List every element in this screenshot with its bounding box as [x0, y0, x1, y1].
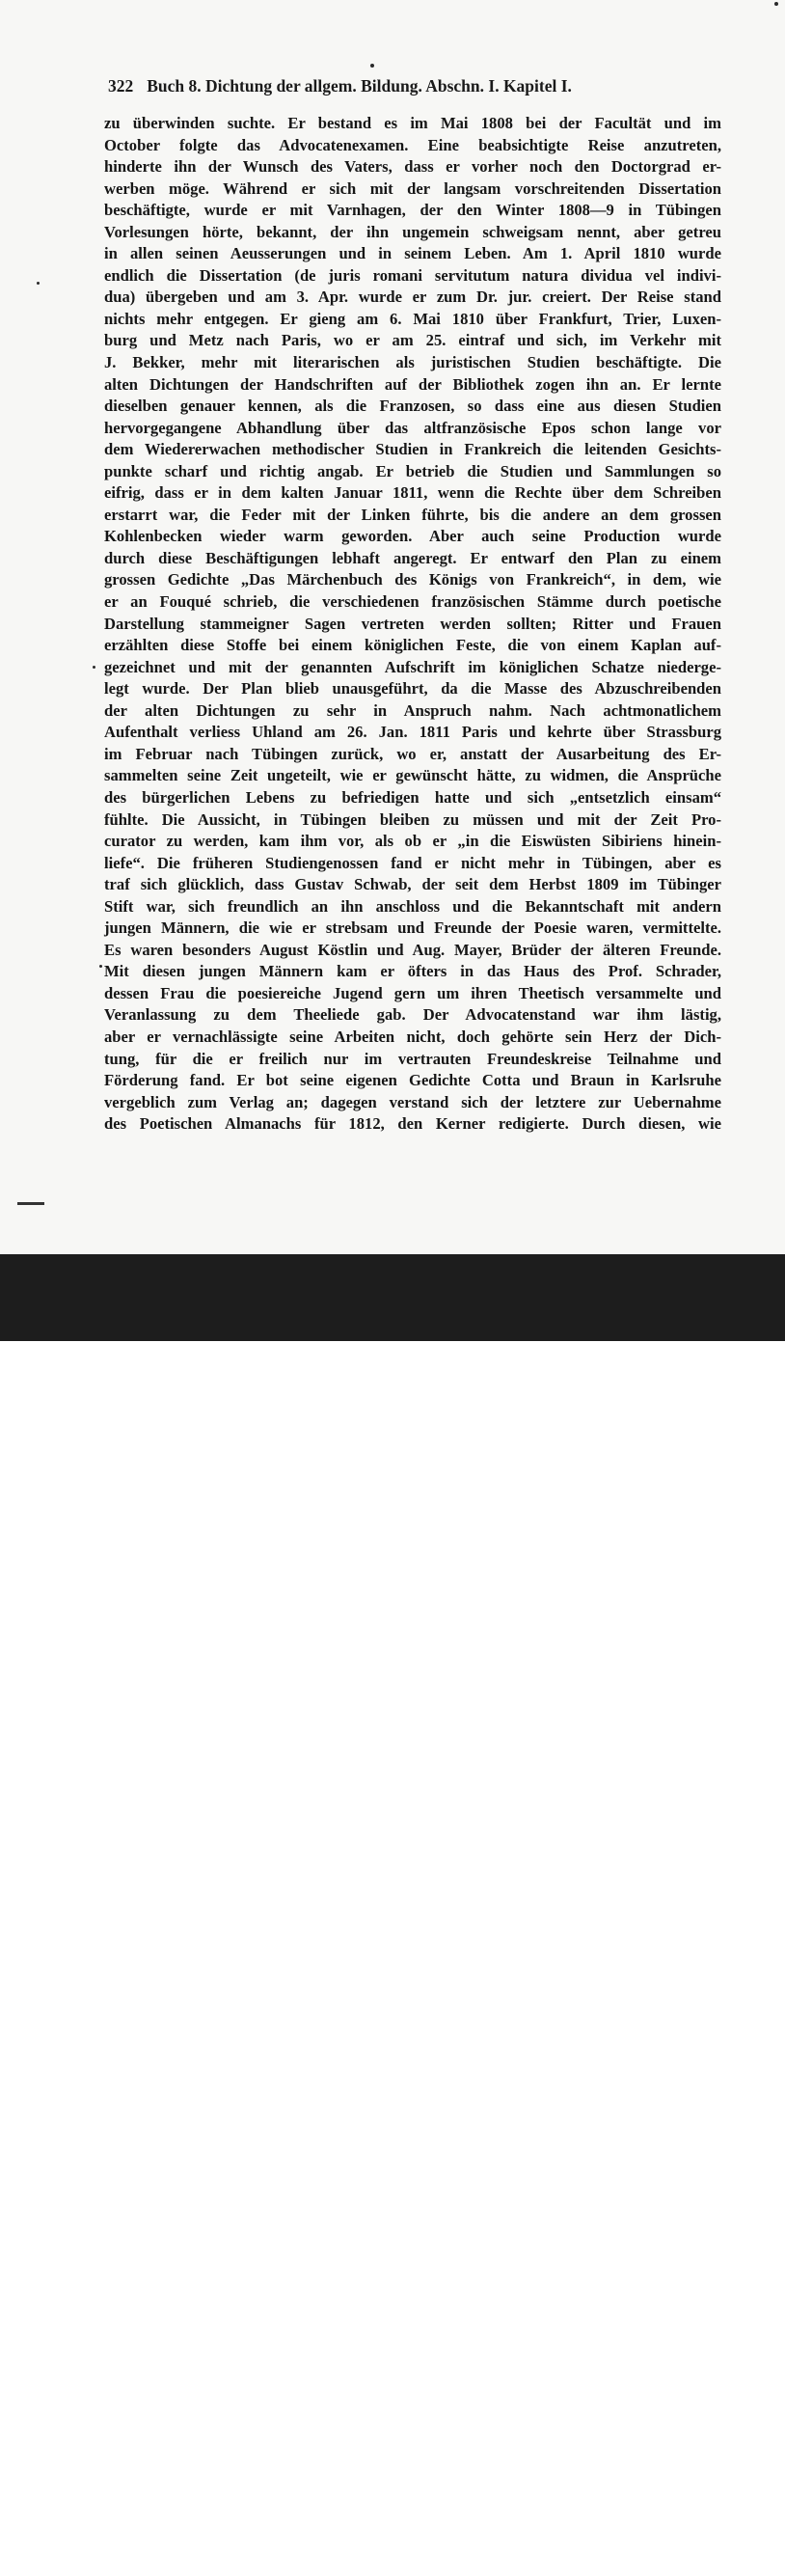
text-line: Darstellung stammeigner Sagen vertreten werden sollten; Ritter und Frauen: [104, 614, 721, 633]
watermark-logo: alamy: [25, 2529, 153, 2573]
text-line: burg und Metz nach Paris, wo er am 25. eintraf und sich, im Verkehr mit: [104, 331, 721, 350]
scanned-page: [0, 0, 785, 1254]
text-line: dessen Frau die poesiereiche Jugend gern um ihren Theetisch versammelte und: [104, 983, 721, 1002]
text-line: der alten Dichtungen zu sehr in Anspruch nahm. Nach achtmonatlichem: [104, 700, 721, 720]
text-line: tung, für die er freilich nur im vertrauten Freundeskreise Teilnahme und: [104, 1049, 721, 1068]
text-line: dieselben genauer kennen, als die Franzosen, so dass eine aus diesen Studien: [104, 397, 721, 416]
text-line: nichts mehr entgegen. Er gieng am 6. Mai 1810 über Frankfurt, Trier, Luxen-: [104, 309, 721, 328]
scan-speck: [774, 2, 778, 6]
scan-speck: [37, 282, 40, 285]
text-line: sammelten seine Zeit ungeteilt, wie er gewünscht hätte, zu widmen, die Ansprüche: [104, 766, 721, 785]
text-line: gezeichnet und mit der genannten Aufschrift im königlichen Schatze niederge-: [104, 657, 721, 676]
scan-speck: [370, 64, 374, 68]
text-line: des Poetischen Almanachs für 1812, den Kerner redigierte. Durch diesen, wie: [104, 1114, 721, 1134]
watermark-url: www.alamy.com: [622, 2559, 739, 2576]
text-line: traf sich glücklich, dass Gustav Schwab, der seit dem Herbst 1809 im Tübinger: [104, 875, 721, 894]
text-line: Stift war, sich freundlich an ihn anschloss und die Bekanntschaft mit andern: [104, 896, 721, 916]
text-line: Es waren besonders August Köstlin und Aug. Mayer, Brüder der älteren Freunde.: [104, 940, 721, 959]
text-line: Vorlesungen hörte, bekannt, der ihn ungemein schweigsam nennt, aber getreu: [104, 222, 721, 241]
text-line: J. Bekker, mehr mit literarischen als juristischen Studien beschäftigte. Die: [104, 353, 721, 372]
text-line: zu überwinden suchte. Er bestand es im Mai 1808 bei der Facultät und im: [104, 114, 721, 132]
text-line: grossen Gedichte „Das Märchenbuch des Königs von Frankreich“, in dem, wie: [104, 570, 721, 589]
text-line: Mit diesen jungen Männern kam er öfters in das Haus des Prof. Schrader,: [104, 962, 721, 981]
text-line: im Februar nach Tübingen zurück, wo er, anstatt der Ausarbeitung des Er-: [104, 744, 721, 763]
text-line: in allen seinen Aeusserungen und in seinem Leben. Am 1. April 1810 wurde: [104, 244, 721, 263]
text-line: punkte scharf und richtig angab. Er betrieb die Studien und Sammlungen so: [104, 461, 721, 480]
page-number: 322: [108, 75, 134, 96]
text-line: hinderte ihn der Wunsch des Vaters, dass er vorher noch den Doctorgrad er-: [104, 157, 721, 177]
text-line: Kohlenbecken wieder warm geworden. Aber auch seine Production wurde: [104, 527, 721, 546]
text-line: endlich die Dissertation (de juris romani servitutum natura dividua vel indivi-: [104, 265, 721, 285]
text-line: erstarrt war, die Feder mit der Linken führte, bis die andere an dem grossen: [104, 505, 721, 524]
running-head-title: Buch 8. Dichtung der allgem. Bildung. Abschn. I. Kapitel I.: [147, 75, 572, 96]
scan-speck: [99, 965, 102, 968]
text-line: curator zu werden, kam ihm vor, als ob er „in die Eiswüsten Sibiriens hinein-: [104, 832, 721, 851]
text-line: fühlte. Die Aussicht, in Tübingen bleiben zu müssen und mit der Zeit Pro-: [104, 809, 721, 829]
watermark-bar: [0, 1254, 785, 2576]
text-line: Veranlassung zu dem Theeliede gab. Der Advocatenstand war ihm lästig,: [104, 1005, 721, 1025]
text-line: erzählten diese Stoffe bei einem königlichen Feste, die von einem Kaplan auf-: [104, 636, 721, 655]
body-text: [104, 113, 721, 1136]
watermark-image-id: W6WA05: [651, 2530, 739, 2550]
text-line: eifrig, dass er in dem kalten Januar 1811, wenn die Rechte über dem Schreiben: [104, 483, 721, 503]
text-line: beschäftigte, wurde er mit Varnhagen, der den Winter 1808—9 in Tübingen: [104, 201, 721, 220]
text-line: aber er vernachlässigte seine Arbeiten nicht, doch gehörte sein Herz der Dich-: [104, 1027, 721, 1046]
text-line: legt wurde. Der Plan blieb unausgeführt, da die Masse des Abzuschreibenden: [104, 679, 721, 699]
text-line: alten Dichtungen der Handschriften auf der Bibliothek zogen ihn an. Er lernte: [104, 374, 721, 394]
text-line: werben möge. Während er sich mit der langsam vorschreitenden Dissertation: [104, 178, 721, 198]
text-line: Aufenthalt verliess Uhland am 26. Jan. 1811 Paris und kehrte über Strassburg: [104, 723, 721, 742]
text-line: hervorgegangene Abhandlung über das altfranzösische Epos schon lange vor: [104, 418, 721, 437]
scan-mark: [17, 1202, 44, 1205]
text-line: Förderung fand. Er bot seine eigenen Gedichte Cotta und Braun in Karlsruhe: [104, 1071, 721, 1090]
scan-speck: [93, 666, 95, 669]
text-line: dua) übergeben und am 3. Apr. wurde er zum Dr. jur. creiert. Der Reise stand: [104, 288, 721, 307]
text-line: dem Wiedererwachen methodischer Studien in Frankreich die leitenden Gesichts-: [104, 440, 721, 459]
text-line: durch diese Beschäftigungen lebhaft angeregt. Er entwarf den Plan zu einem: [104, 548, 721, 567]
text-line: vergeblich zum Verlag an; dagegen verstand sich der letztere zur Uebernahme: [104, 1092, 721, 1111]
text-line: des bürgerlichen Lebens zu befriedigen hatte und sich „entsetzlich einsam“: [104, 787, 721, 807]
text-line: er an Fouqué schrieb, die verschiedenen französischen Stämme durch poetische: [104, 592, 721, 612]
text-line: liefe“. Die früheren Studiengenossen fand er nicht mehr in Tübingen, aber es: [104, 853, 721, 872]
running-header: [108, 73, 696, 98]
text-line: jungen Männern, die wie er strebsam und Freunde der Poesie waren, vermittelte.: [104, 918, 721, 938]
text-line: October folgte das Advocatenexamen. Eine beabsichtigte Reise anzutreten,: [104, 135, 721, 154]
